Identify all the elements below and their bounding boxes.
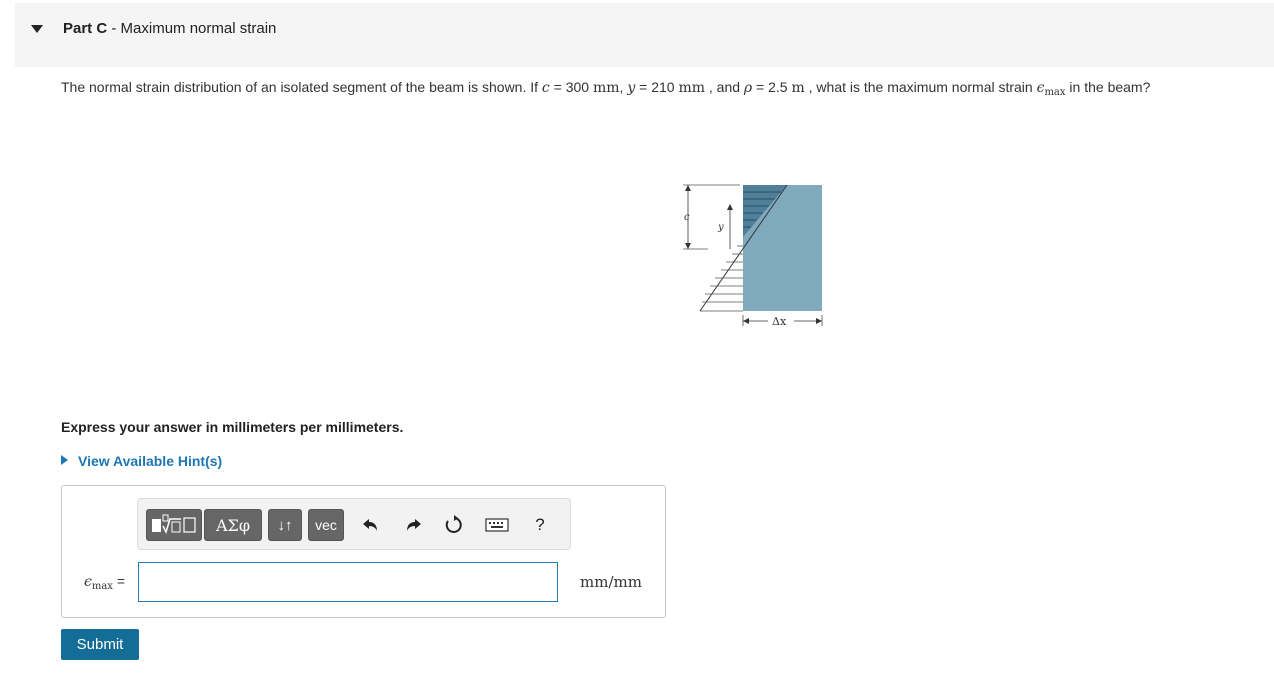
- redo-button[interactable]: [399, 511, 427, 539]
- answer-box: [61, 485, 666, 618]
- undo-button[interactable]: [357, 511, 385, 539]
- eps-subscript: max: [1044, 87, 1066, 98]
- c-unit: mm: [592, 80, 620, 96]
- dx-label: Δx: [772, 315, 787, 328]
- answer-variable: [84, 573, 125, 592]
- sep-2: , and: [705, 79, 744, 95]
- rho-unit: m: [791, 80, 805, 96]
- answer-input[interactable]: [138, 562, 558, 602]
- submit-button[interactable]: Submit: [61, 629, 139, 660]
- y-symbol: y: [627, 80, 636, 96]
- answer-eps-symbol: ϵ: [84, 574, 92, 590]
- hints-toggle[interactable]: [61, 453, 222, 469]
- problem-statement: [61, 79, 1150, 98]
- undo-icon: [362, 517, 380, 533]
- c-label: c: [684, 212, 690, 223]
- rho-symbol: ρ: [743, 80, 753, 96]
- answer-equals: =: [112, 573, 126, 589]
- hints-label: View Available Hint(s): [78, 453, 223, 469]
- math-toolbar: [137, 498, 571, 550]
- reset-button[interactable]: [440, 511, 468, 539]
- templates-button[interactable]: [146, 509, 202, 541]
- y-value: = 210: [635, 79, 679, 95]
- problem-text-3: in the beam?: [1065, 79, 1151, 95]
- answer-instruction: Express your answer in millimeters per millimeters.: [61, 419, 404, 435]
- sep-1: ,: [619, 79, 628, 95]
- vector-button[interactable]: vec: [308, 509, 344, 541]
- redo-icon: [404, 517, 422, 533]
- part-title: [63, 20, 276, 37]
- y-label: y: [718, 222, 724, 233]
- answer-unit: mm/mm: [580, 573, 642, 591]
- rho-value: = 2.5: [752, 79, 792, 95]
- help-button[interactable]: ?: [535, 515, 545, 534]
- reset-icon: [444, 515, 464, 535]
- part-label: Part C: [63, 20, 108, 37]
- greek-symbols-button[interactable]: ΑΣφ: [204, 509, 262, 541]
- arrows-button[interactable]: ↓↑: [268, 509, 302, 541]
- keyboard-icon: [485, 518, 509, 532]
- collapse-caret-icon[interactable]: [31, 25, 43, 33]
- eps-symbol: ϵ: [1036, 80, 1045, 96]
- strain-distribution-figure: [680, 180, 830, 330]
- part-separator: -: [107, 20, 121, 37]
- expand-caret-icon: [61, 455, 68, 465]
- problem-text-2: , what is the maximum normal strain: [804, 79, 1037, 95]
- c-symbol: c: [541, 80, 550, 96]
- keyboard-button[interactable]: [483, 511, 511, 539]
- problem-text-1: The normal strain distribution of an isolated segment of the beam is shown. If: [61, 79, 542, 95]
- part-name: Maximum normal strain: [120, 20, 277, 37]
- templates-icon: [149, 514, 199, 536]
- answer-eps-subscript: max: [91, 581, 113, 592]
- y-unit: mm: [678, 80, 705, 96]
- c-value: = 300: [549, 79, 593, 95]
